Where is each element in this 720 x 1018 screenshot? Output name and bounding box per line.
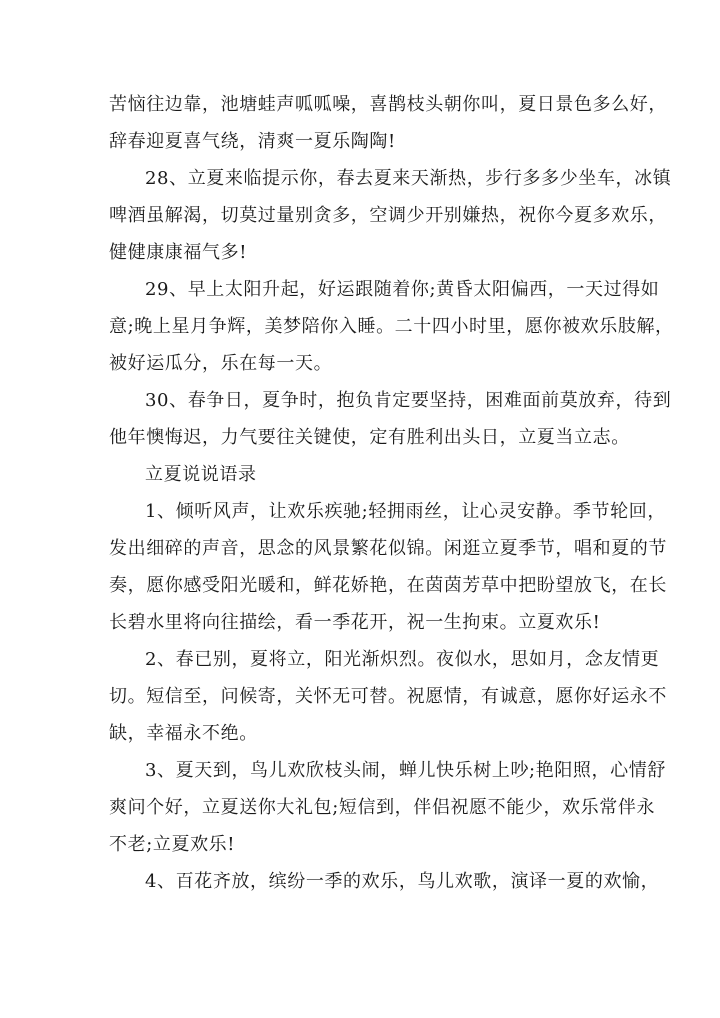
text-line: 他年懊悔迟，力气要往关键使，定有胜利出头日，立夏当立志。 bbox=[109, 427, 630, 448]
text-line: 爽问个好，立夏送你大礼包;短信到，伴侣祝愿不能少，欢乐常伴永 bbox=[109, 797, 656, 818]
text-line: 切。短信至，问候寄，关怀无可替。祝愿情，有诚意，愿你好运永不 bbox=[109, 686, 667, 707]
text-line: 苦恼往边靠，池塘蛙声呱呱噪，喜鹊枝头朝你叫，夏日景色多么好， bbox=[109, 94, 667, 115]
document-body bbox=[109, 86, 674, 900]
text-line: 辞春迎夏喜气绕，清爽一夏乐陶陶! bbox=[109, 131, 396, 152]
text-line: 30、春争日，夏争时，抱负肯定要坚持，困难面前莫放弃，待到 bbox=[145, 390, 672, 411]
text-line: 4、百花齐放，缤纷一季的欢乐，鸟儿欢歌，演译一夏的欢愉， bbox=[145, 871, 660, 892]
text-line: 不老;立夏欢乐! bbox=[109, 834, 236, 855]
paragraph-4 bbox=[109, 863, 660, 900]
paragraph-29 bbox=[109, 271, 674, 382]
text-line: 2、春已别，夏将立，阳光渐炽烈。夜似水，思如月，念友情更 bbox=[145, 649, 660, 670]
paragraph-3 bbox=[109, 752, 666, 863]
text-line: 奏，愿你感受阳光暖和，鲜花娇艳，在茵茵芳草中把盼望放飞，在长 bbox=[109, 575, 667, 596]
text-line: 缺，幸福永不绝。 bbox=[109, 723, 258, 744]
text-line: 29、早上太阳升起，好运跟随着你;黄昏太阳偏西，一天过得如 bbox=[145, 279, 660, 300]
paragraph-30 bbox=[109, 382, 672, 456]
text-line: 发出细碎的声音，思念的风景繁花似锦。闲逛立夏季节，唱和夏的节 bbox=[109, 538, 667, 559]
text-line: 被好运瓜分，乐在每一天。 bbox=[109, 353, 333, 374]
paragraph-28 bbox=[109, 160, 672, 271]
paragraph-2 bbox=[109, 641, 667, 752]
text-line: 意;晚上星月争辉，美梦陪你入睡。二十四小时里，愿你被欢乐肢解， bbox=[109, 316, 674, 337]
section-heading: 立夏说说语录 bbox=[145, 464, 257, 485]
text-line: 3、夏天到，鸟儿欢欣枝头闹，蝉儿快乐树上吵;艳阳照，心情舒 bbox=[145, 760, 666, 781]
text-line: 健健康康福气多! bbox=[109, 242, 248, 263]
text-line: 啤酒虽解渴，切莫过量别贪多，空调少开别嫌热，祝你今夏多欢乐， bbox=[109, 205, 667, 226]
text-line: 28、立夏来临提示你，春去夏来天渐热，步行多多少坐车，冰镇 bbox=[145, 168, 672, 189]
text-line: 长碧水里将向往描绘，看一季花开，祝一生拘束。立夏欢乐! bbox=[109, 612, 601, 633]
paragraph-1 bbox=[109, 493, 667, 641]
text-line: 1、倾听风声，让欢乐疾驰;轻拥雨丝，让心灵安静。季节轮回， bbox=[145, 501, 666, 522]
paragraph-continuation bbox=[109, 86, 667, 160]
